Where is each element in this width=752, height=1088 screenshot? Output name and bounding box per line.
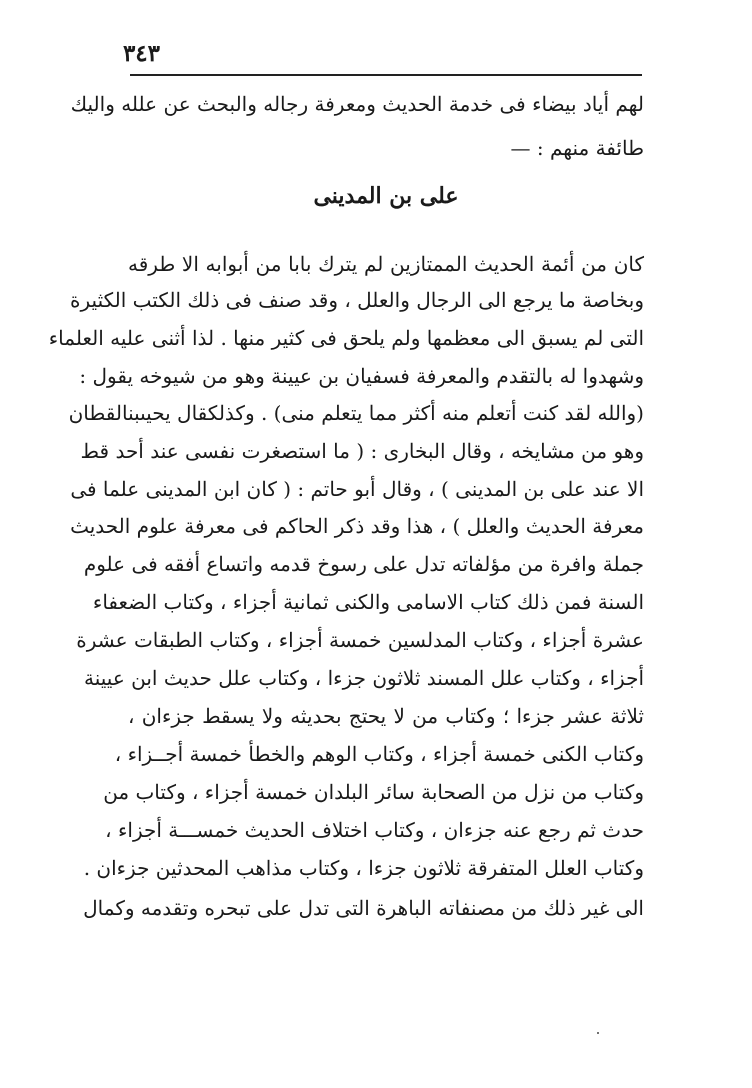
body-line-11: عشرة أجزاء ، وكتاب المدلسين خمسة أجزاء ، وكتاب الطبقات عشرة [76,628,644,652]
intro-line-2: طائفة منهم : — [510,136,644,160]
body-line-17: وكتاب العلل المتفرقة ثلاثون جزءا ، وكتاب مذاهب المحدثين جزءان . [83,856,644,880]
body-line-15: وكتاب من نزل من الصحابة سائر البلدان خمسة أجزاء ، وكتاب من [103,780,644,804]
section-title: على بن المدينى [313,183,459,209]
header-rule [130,74,642,76]
body-line-9: جملة وافرة من مؤلفاته تدل على رسوخ قدمه واتساع أفقه فى علوم [83,552,644,576]
body-line-3: التى لم يسبق الى معظمها ولم يلحق فى كثير منها . لذا أثنى عليه العلماء [48,326,644,350]
body-line-14: وكتاب الكنى خمسة أجزاء ، وكتاب الوهم والخطأ خمسة أجــزاء ، [114,742,644,766]
body-line-7: الا عند على بن المدينى ) ، وقال أبو حاتم : ( كان ابن المدينى علما فى [70,477,644,501]
body-line-1: كان من أئمة الحديث الممتازين لم يترك بابا من أبوابه الا طرقه [128,252,644,276]
body-line-13: ثلاثة عشر جزءا ؛ وكتاب من لا يحتج بحديثه ولا يسقط جزءان ، [128,704,644,728]
intro-line-1: لهم أياد بيضاء فى خدمة الحديث ومعرفة رجاله والبحث عن علله واليك [70,92,644,116]
body-line-5: (والله لقد كنت أتعلم منه أكثر مما يتعلم منى) . وكذلكقال يحيىبنالقطان [68,401,644,425]
body-line-4: وشهدوا له بالتقدم والمعرفة فسفيان بن عيينة وهو من شيوخه يقول : [79,364,644,388]
body-line-2: وبخاصة ما يرجع الى الرجال والعلل ، وقد صنف فى ذلك الكتب الكثيرة [70,288,644,312]
margin-dot [597,1032,599,1034]
body-line-6: وهو من مشايخه ، وقال البخارى : ( ما استصغرت نفسى عند أحد قط [80,439,644,463]
body-line-12: أجزاء ، وكتاب علل المسند ثلاثون جزءا ، وكتاب علل حديث ابن عيينة [84,666,644,690]
body-line-8: معرفة الحديث والعلل ) ، هذا وقد ذكر الحاكم فى معرفة علوم الحديث [70,514,644,538]
body-line-10: السنة فمن ذلك كتاب الاسامى والكنى ثمانية أجزاء ، وكتاب الضعفاء [92,590,644,614]
page-number: ٣٤٣ [122,40,160,67]
body-line-18: الى غير ذلك من مصنفاته الباهرة التى تدل على تبحره وتقدمه وكمال [83,896,644,920]
body-line-16: حدث ثم رجع عنه جزءان ، وكتاب اختلاف الحديث خمســـة أجزاء ، [105,818,644,842]
